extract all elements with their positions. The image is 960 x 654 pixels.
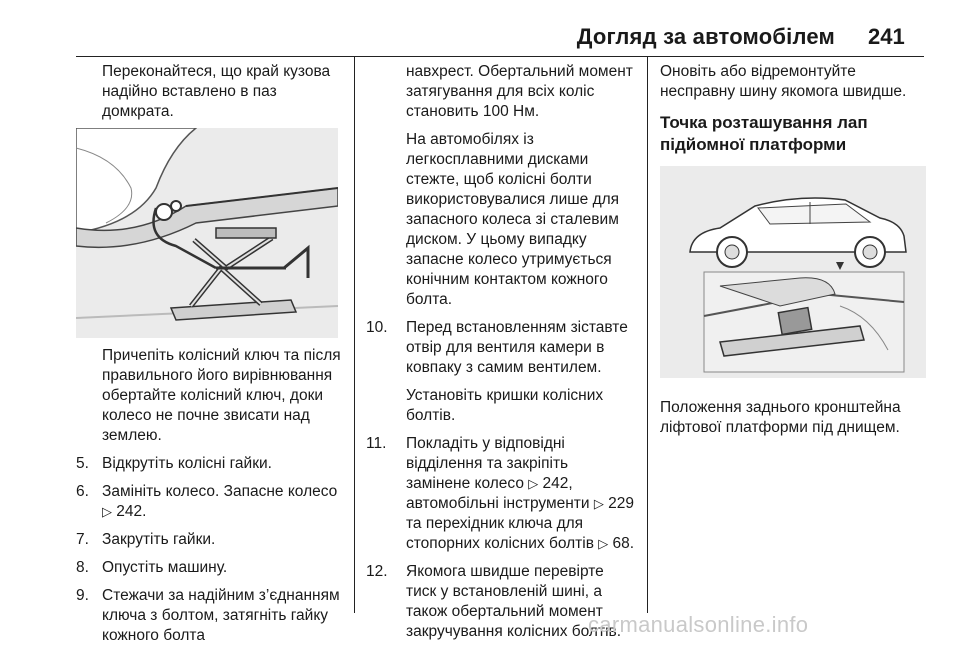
- page-ref: 229 та перехідник ключа для стопорних колісних болтів: [406, 495, 635, 552]
- continued-text: [366, 62, 636, 310]
- item-text: Відкрутіть колісні гайки.: [102, 455, 272, 472]
- caption-paragraph: Положення заднього кронштейна ліфтової платформи під днищем.: [660, 399, 901, 436]
- section-heading: Точка розташування лап підйомної платформи: [660, 113, 868, 154]
- item-number: 8.: [76, 559, 89, 576]
- column-left: [76, 62, 344, 654]
- page-ref-arrow-icon: ▷: [593, 496, 604, 511]
- item-text: Замініть колесо. Запасне колесо: [102, 483, 338, 500]
- intro-paragraph: Оновіть або відремонтуйте несправну шину якомога швидше.: [660, 63, 907, 100]
- torque-paragraph: навхрест. Обертальний момент затягування для всіх коліс становить 100 Нм.: [406, 63, 633, 120]
- item-text: Якомога швидше перевірте тиск у встановленій шині, а також обертальний момент закручування колісних болтів.: [406, 563, 622, 640]
- page-title: Догляд за автомобілем: [576, 24, 835, 49]
- page-ref-arrow-icon: ▷: [102, 504, 112, 519]
- page-ref-arrow-icon: ▷: [598, 536, 609, 551]
- column-right: [660, 62, 928, 438]
- list-item: [76, 482, 344, 522]
- column-divider: [647, 57, 648, 613]
- column-middle: [366, 62, 636, 650]
- item-text: Покладіть у відповідні відділення та закріпіть замінене колесо: [406, 435, 569, 492]
- alloy-wheels-paragraph: На автомобілях із легкосплавними дисками стежте, щоб колісні болти використовувалися лише для запасного колеса зі сталевим диском. У цьому випадку запасне колесо утримується конічним контактом кожного болта.: [406, 131, 620, 308]
- item-number: 5.: [76, 455, 89, 472]
- watermark: carmanualsonline.info: [588, 612, 809, 637]
- caption-paragraph: Причепіть колісний ключ та після правильного його вирівнювання обертайте колісний ключ, доки колесо не почне звисати над землею.: [102, 347, 341, 444]
- item-number: 11.: [366, 435, 387, 452]
- item-number: 12.: [366, 563, 388, 580]
- item-text: Перед встановленням зіставте отвір для вентиля камери в ковпаку з самим вентилем.: [406, 319, 628, 376]
- item-text: Закрутіть гайки.: [102, 531, 216, 548]
- page-ref: 242.: [112, 503, 147, 520]
- page-number: 241: [868, 24, 905, 49]
- item-number: 9.: [76, 587, 89, 604]
- header-rule: [76, 56, 924, 57]
- page-ref: 242, автомобільні інструменти: [406, 475, 594, 512]
- item-number: 10.: [366, 319, 388, 336]
- list-item: [76, 558, 344, 578]
- jack-illustration: [76, 128, 338, 338]
- page-ref-arrow-icon: ▷: [528, 476, 539, 491]
- item-text: Стежачи за надійним з’єднанням ключа з болтом, затягніть гайку кожного болта: [102, 587, 340, 644]
- item-number: 7.: [76, 531, 89, 548]
- intro-paragraph: Переконайтеся, що край кузова надійно вставлено в паз домкрата.: [102, 63, 331, 120]
- list-item: [76, 586, 344, 646]
- lift-point-illustration: [660, 166, 926, 378]
- list-item: [366, 434, 636, 554]
- list-item: [76, 530, 344, 550]
- list-item: [366, 318, 636, 426]
- item-number: 6.: [76, 483, 89, 500]
- item-subtext: Установіть кришки колісних болтів.: [406, 387, 604, 424]
- item-text: Опустіть машину.: [102, 559, 228, 576]
- column-divider: [354, 57, 355, 613]
- page-ref: 68.: [608, 535, 635, 552]
- list-item: [76, 454, 344, 474]
- page-header: [0, 0, 960, 56]
